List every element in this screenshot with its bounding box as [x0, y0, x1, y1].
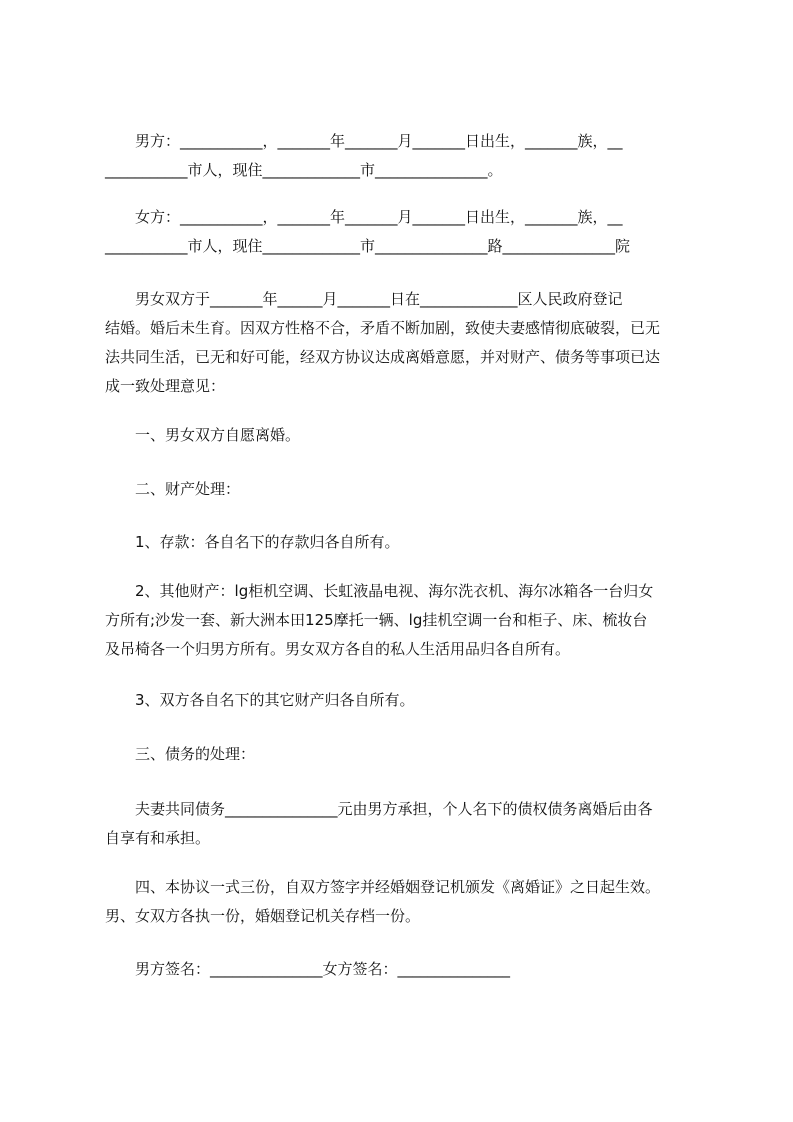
joint-debt-line-1: 夫妻共同债务_______________元由男方承担，个人名下的债权债务离婚后由各 [105, 800, 653, 818]
other-property-line-2: 方所有;沙发一套、新大洲本田125摩托一辆、lg挂机空调一台和柜子、床、梳妆台 [105, 611, 648, 629]
clause-other-assets: 3、双方各自名下的其它财产归各自所有。 [105, 691, 415, 709]
copies-line-2: 男、女双方各执一份，婚姻登记机关存档一份。 [105, 907, 421, 925]
clause-property-heading: 二、财产处理： [105, 480, 241, 498]
clause-joint-debt [105, 795, 700, 853]
joint-debt-line-2: 自享有和承担。 [105, 829, 211, 847]
background-line-3: 法共同生活，已无和好可能，经双方协议达成离婚意愿，并对财产、债务等事项已达 [105, 348, 661, 366]
copies-line-1: 四、本协议一式三份，自双方签字并经婚姻登记机颁发《离婚证》之日起生效。 [105, 878, 661, 896]
female-party-line-1: 女方：___________，_______年_______月_______日出生，_______族，__ [105, 208, 623, 226]
male-party-paragraph [105, 127, 700, 185]
background-line-1: 男女双方于_______年______月_______日在_____________区人民政府登记 [105, 290, 623, 308]
female-party-paragraph [105, 203, 700, 261]
other-property-line-3: 及吊椅各一个归男方所有。男女双方各自的私人生活用品归各自所有。 [105, 640, 571, 658]
background-line-4: 成一致处理意见： [105, 377, 226, 395]
signature-line: 男方签名：_______________女方签名：_______________ [105, 960, 511, 978]
clause-debt-heading: 三、债务的处理： [105, 745, 256, 763]
clause-deposits: 1、存款：各自名下的存款归各自所有。 [105, 533, 400, 551]
clause-other-property [105, 577, 700, 664]
female-party-line-2: ___________市人，现住_____________市_______________路_______________院 [105, 237, 631, 255]
marriage-background-paragraph [105, 285, 700, 401]
male-party-line-2: ___________市人，现住_____________市_______________。 [105, 161, 503, 179]
clause-voluntary-divorce: 一、男女双方自愿离婚。 [105, 426, 301, 444]
clause-copies-effectiveness [105, 873, 700, 931]
background-line-2: 结婚。婚后未生育。因双方性格不合，矛盾不断加剧，致使夫妻感情彻底破裂，已无 [105, 319, 661, 337]
other-property-line-1: 2、其他财产：lg柜机空调、长虹液晶电视、海尔洗衣机、海尔冰箱各一台归女 [105, 582, 654, 600]
male-party-line-1: 男方：___________，_______年_______月_______日出生，_______族，__ [105, 132, 623, 150]
